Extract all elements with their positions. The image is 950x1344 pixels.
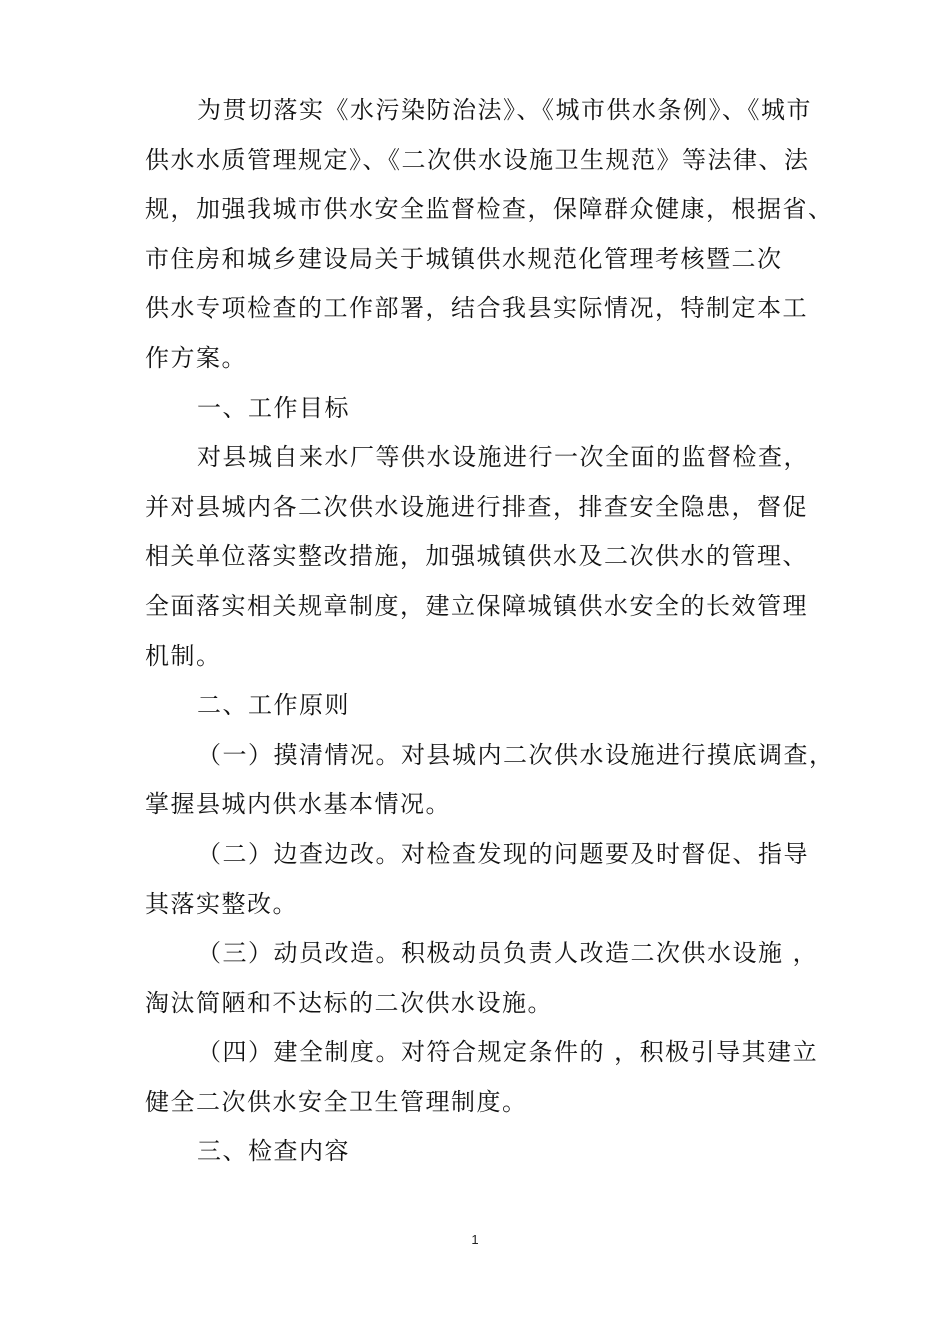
paragraph-principle-1 — [145, 731, 835, 830]
text-line: 供水水质管理规定》、《二次供水设施卫生规范》等法律、法 — [145, 145, 810, 174]
page-number: 1 — [471, 1232, 479, 1247]
text-line: （三）动员改造。积极动员负责人改造二次供水设施 ， — [197, 939, 819, 968]
text-line: 市住房和城乡建设局关于城镇供水规范化管理考核暨二次 — [145, 244, 783, 273]
heading-text: 二、工作原则 — [197, 691, 350, 720]
text-line: 机制。 — [145, 641, 222, 670]
heading-text: 一、工作目标 — [197, 393, 350, 422]
section-heading-principles — [145, 681, 805, 731]
section-heading-goals — [145, 384, 805, 434]
text-line: 并对县城内各二次供水设施进行排查，排查安全隐患，督促 — [145, 492, 808, 521]
text-line: 供水专项检查的工作部署，结合我县实际情况，特制定本工 — [145, 294, 808, 323]
text-line: （一）摸清情况。对县城内二次供水设施进行摸底调查， — [197, 740, 835, 769]
text-line: 其落实整改。 — [145, 889, 298, 918]
paragraph-goal — [145, 433, 809, 681]
paragraph-principle-4 — [145, 1028, 819, 1127]
text-line: 健全二次供水安全卫生管理制度。 — [145, 1087, 528, 1116]
text-line: 对县城自来水厂等供水设施进行一次全面的监督检查， — [197, 443, 809, 472]
paragraph-principle-3 — [145, 929, 819, 1028]
text-line: （二）边查边改。对检查发现的问题要及时督促、指导 — [197, 839, 809, 868]
heading-text: 三、检查内容 — [197, 1137, 350, 1166]
paragraph-intro — [145, 86, 834, 384]
text-line: 全面落实相关规章制度，建立保障城镇供水安全的长效管理 — [145, 591, 808, 620]
text-line: 掌握县城内供水基本情况。 — [145, 790, 451, 819]
text-line: 相关单位落实整改措施，加强城镇供水及二次供水的管理、 — [145, 542, 808, 571]
section-heading-inspection — [145, 1127, 805, 1177]
text-line: 淘汰简陋和不达标的二次供水设施。 — [145, 988, 553, 1017]
paragraph-principle-2 — [145, 830, 809, 929]
text-line: （四）建全制度。对符合规定条件的 ，积极引导其建立 — [197, 1038, 819, 1067]
document-body — [145, 86, 835, 1177]
text-line: 为贯切落实《水污染防治法》、《城市供水条例》、《城市 — [197, 96, 812, 124]
text-line: 规，加强我城市供水安全监督检查，保障群众健康，根据省、 — [145, 195, 834, 224]
text-line: 作方案。 — [145, 343, 247, 372]
